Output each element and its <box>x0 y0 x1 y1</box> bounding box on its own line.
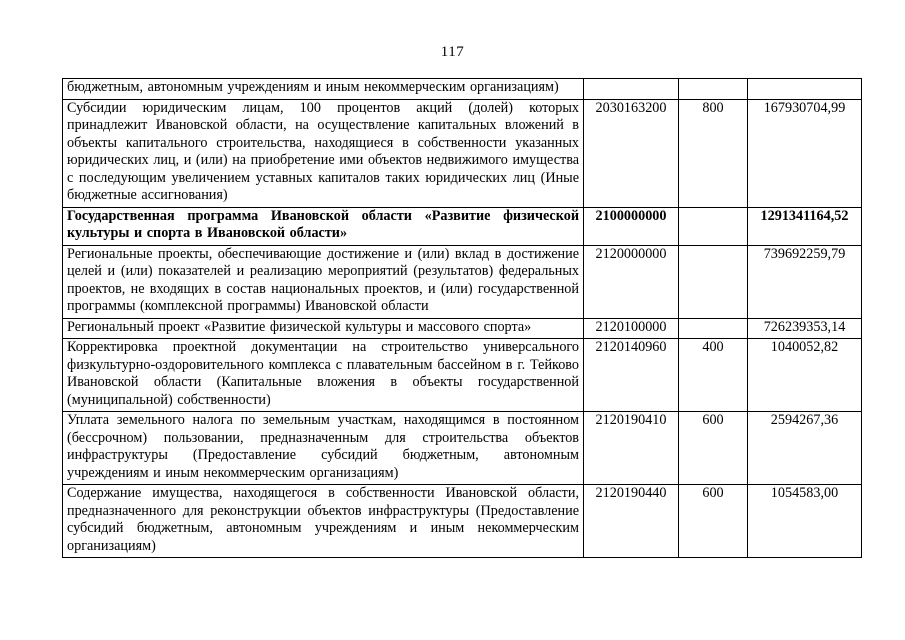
row-expense-type: 400 <box>679 339 748 412</box>
row-code <box>584 79 679 100</box>
row-code: 2120140960 <box>584 339 679 412</box>
row-amount: 2594267,36 <box>748 412 862 485</box>
table-row <box>63 318 862 339</box>
row-amount: 167930704,99 <box>748 99 862 207</box>
row-expense-type <box>679 79 748 100</box>
row-expense-type: 600 <box>679 412 748 485</box>
row-amount: 1291341164,52 <box>748 207 862 245</box>
row-code: 2120190440 <box>584 485 679 558</box>
row-description: Субсидии юридическим лицам, 100 процентов акций (долей) которых принадлежит Ивановской области, на осуществление капитальных вложений в объекты капитального строительства, находящиеся в собственности указанных юридических лиц, и (или) на приобретение ими объектов недвижимого имущества с последующим увеличением уставных капиталов таких юридических лиц (Иные бюджетные ассигнования) <box>63 99 584 207</box>
table-row <box>63 79 862 100</box>
table-row <box>63 339 862 412</box>
row-amount: 726239353,14 <box>748 318 862 339</box>
table-row <box>63 412 862 485</box>
row-description: Региональные проекты, обеспечивающие достижение и (или) вклад в достижение целей и (или) показателей и реализацию мероприятий (результатов) федеральных проектов, не входящих в состав национальных проектов, и (или) государственной программы (комплексной программы) Ивановской области <box>63 245 584 318</box>
row-amount: 739692259,79 <box>748 245 862 318</box>
table-row-program <box>63 207 862 245</box>
row-expense-type: 600 <box>679 485 748 558</box>
page-number: 117 <box>440 44 465 60</box>
row-amount: 1040052,82 <box>748 339 862 412</box>
table-row <box>63 99 862 207</box>
row-expense-type <box>679 318 748 339</box>
row-code: 2100000000 <box>584 207 679 245</box>
row-description: Уплата земельного налога по земельным участкам, находящимся в постоянном (бессрочном) пользовании, предназначенным для строительства объектов инфраструктуры (Предоставление субсидий бюджетным, автономным учреждениям и иным некоммерческим организациям) <box>63 412 584 485</box>
row-amount <box>748 79 862 100</box>
row-expense-type <box>679 245 748 318</box>
row-description: Государственная программа Ивановской области «Развитие физической культуры и спорта в Ивановской области» <box>63 207 584 245</box>
row-description: Содержание имущества, находящегося в собственности Ивановской области, предназначенного для реконструкции объектов инфраструктуры (Предоставление субсидий бюджетным, автономным учреждениям и иным некоммерческим организациям) <box>63 485 584 558</box>
table-row <box>63 485 862 558</box>
row-expense-type: 800 <box>679 99 748 207</box>
row-code: 2120100000 <box>584 318 679 339</box>
row-amount: 1054583,00 <box>748 485 862 558</box>
table-row <box>63 245 862 318</box>
row-expense-type <box>679 207 748 245</box>
row-description: Корректировка проектной документации на строительство универсального физкультурно-оздоровительного комплекса с плавательным бассейном в г. Тейково Ивановской области (Капитальные вложения в объекты государственной (муниципальной) собственности) <box>63 339 584 412</box>
row-description: Региональный проект «Развитие физической культуры и массового спорта» <box>63 318 584 339</box>
budget-table <box>62 78 862 558</box>
row-code: 2120000000 <box>584 245 679 318</box>
row-description: бюджетным, автономным учреждениям и иным некоммерческим организациям) <box>63 79 584 100</box>
row-code: 2120190410 <box>584 412 679 485</box>
row-code: 2030163200 <box>584 99 679 207</box>
